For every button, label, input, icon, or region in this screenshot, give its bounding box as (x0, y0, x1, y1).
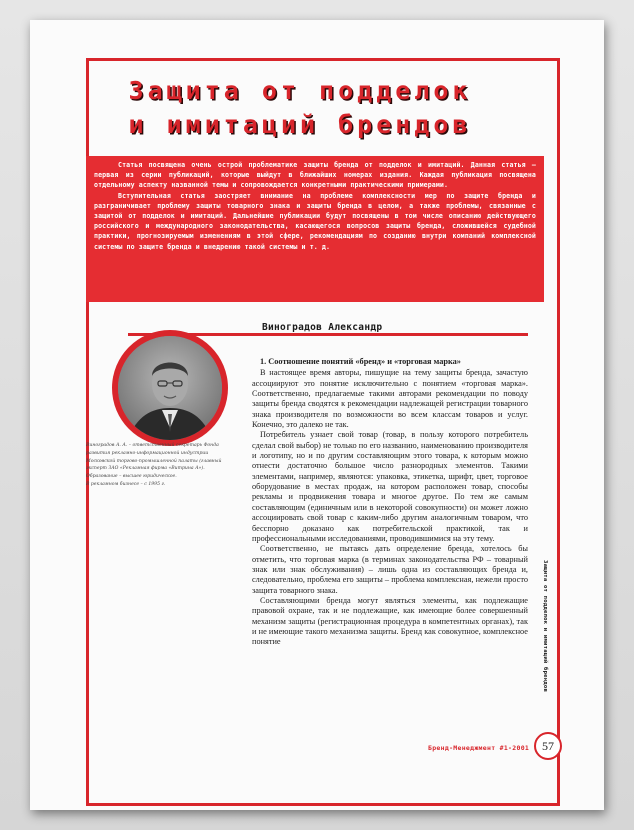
body-paragraph-1: В настоящее время авторы, пишущие на тему защиты бренда, зачастую ассоциируют это понятие исключительно с понятием «торговая марка». Соответственно, предлагаемые такими авторами рекомендации по поводу защиты бренда сводятся к рекомендации надлежащей регистрации товарного знака производителя по возможности во всем классам товаров и услуг. Конечно, это далеко не так. (252, 368, 528, 430)
title-line-1: Защита от подделок (128, 76, 472, 105)
body-paragraph-4: Составляющими бренда могут являться элементы, как подлежащие правовой охране, так и не подлежащие, как имеющие более совершенный механизм защиты (регистрационная процедура в компетентных органах), так и не имеющие такого механизма защиты. Бренд как совокупное, комплексное понятие (252, 595, 528, 647)
bio-education: Образование – высшее юридическое. (86, 474, 177, 480)
author-photo (118, 336, 222, 440)
author-bio (86, 442, 236, 489)
page-number: 57 (534, 732, 562, 760)
article-title (90, 74, 510, 142)
side-running-title: Защита от подделок и имитаций брендов (542, 560, 548, 693)
section-heading: 1. Соотношение понятий «бренд» и «торговая марка» (260, 357, 461, 366)
abstract-block (86, 156, 544, 302)
body-paragraph-3: Соответственно, не пытаясь дать определение бренда, хотелось бы отметить, что торговая марка (в терминах законодательства РФ – товарный знак или знак обслуживания) – лишь одна из составляющих бренда и, следовательно, проблема его защиты – проблема комплексная, нежели просто защита товарного знака. (252, 544, 528, 595)
article-body (252, 357, 528, 648)
journal-footer: Бренд-Менеджмент #1-2001 (428, 744, 530, 752)
abstract-paragraph-1: Статья посвящена очень острой проблематике защиты бренда от подделок и имитаций. Данная статья – первая из серии публикаций, которые выйдут в ближайших номерах издания. Каждая публикация посвящена отдельному аспекту названной темы и сопровождается конкретными практическими примерами. (94, 161, 536, 190)
bio-experience: В рекламном бизнесе – с 1995 г. (86, 481, 166, 487)
body-paragraph-2: Потребитель узнает свой товар (товар, в пользу которого потребитель сделал свой выбор) не только по его названию, наименованию производителя и логотипу, но и по другим составляющим этого товара, к которым можно отнести достаточно большое число разнородных элементов. Такими элементами, например, являются: упаковка, этикетка, шрифт, цвет, торговое оборудование в местах продаж, на котором расположен товар, способы рекламы и продвижения товара и многое другое. По тем же самым составляющим (единичным или в некоторой совокупности) он может ложно ассоциировать свой товар с каким-либо другим аналогичным товаром, что бесспорно доказано как потребительской практикой, так и профессиональными исследованиями, проводившимися на эту тему. (252, 430, 528, 543)
title-line-2: и имитаций брендов (128, 110, 472, 139)
abstract-paragraph-2: Вступительная статья заостряет внимание на проблеме комплексности мер по защите бренда и разграничивает проблему защиты товарного знака и защиты бренда в целом, а также проблемы, связанные с защитой от подделок и имитаций. Дальнейшие публикации будут посвящены в том числе описанию действующего российского и международного законодательства, касающегося вопросов защиты бренда, сложившейся судебной практики, прогнозируемым изменениям в этой сфере, рекомендациям по созданию внутри компаний комплексной системы по защите бренда и внедрению такой системы и т. д. (94, 191, 536, 251)
author-photo-image (118, 336, 222, 440)
author-name: Виноградов Александр (262, 322, 383, 333)
bio-position: Виноградов А. А. – ответственный секретарь Фонда развития рекламно-информационной индустрии Московской торгово-промышленной палаты (главный эксперт ЗАО «Рекламная фирма «Витрина А»). (86, 443, 222, 472)
